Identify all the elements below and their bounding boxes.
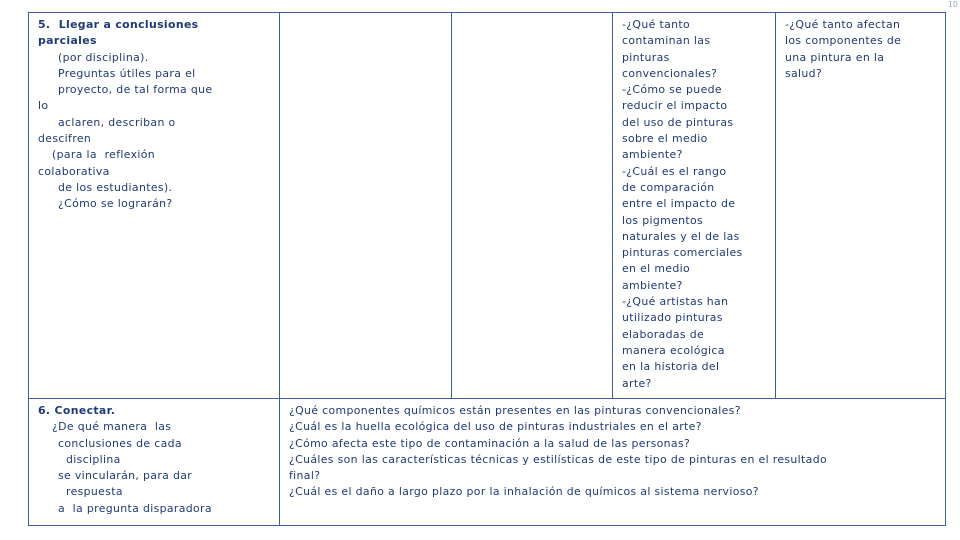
step-5-text-line: aclaren, describan o [58,115,176,129]
connect-question-line: ¿Cuáles son las características técnicas y estilísticas de este tipo de pinturas en el resultado [289,452,827,466]
connect-question-line: final? [289,469,321,483]
question-line: ambiente? [622,278,683,292]
connect-question-line: ¿Cuál es el daño a largo plazo por la inhalación de químicos al sistema nervioso? [289,485,759,499]
step-6-text-line: conclusiones de cada [58,436,182,450]
question-line: los pigmentos [622,213,704,227]
cell-connect-questions [280,399,946,526]
cell-discipline-questions [613,13,776,399]
question-line: utilizado pinturas [622,311,723,325]
step-6-text-line: a la pregunta disparadora [58,501,212,515]
empty-cell [280,13,452,399]
question-line: salud? [785,66,823,80]
question-line: convencionales? [622,66,718,80]
question-line: reducir el impacto [622,99,728,113]
page-number: 10 [947,0,958,9]
step-6-text-line: se vincularán, para dar [58,469,193,483]
connect-question-line: ¿Qué componentes químicos están presentes en las pinturas convencionales? [289,404,741,417]
step-5-heading-line-1: 5. Llegar a conclusiones [38,18,199,31]
connect-question-line: ¿Cuál es la huella ecológica del uso de pinturas industriales en el arte? [289,420,702,434]
step-6-heading: 6. Conectar. [38,404,116,417]
step-5-text-line: colaborativa [38,164,110,178]
question-line: -¿Cómo se puede [622,83,722,97]
question-line: contaminan las [622,34,711,48]
question-line: sobre el medio [622,132,708,146]
step-5-text-line: Preguntas útiles para el [58,66,196,80]
step-6-text-line: ¿De qué manera las [52,420,172,434]
step-5-text-line: (para la reflexión [52,148,156,162]
question-line: una pintura en la [785,50,885,64]
step-5-text-line: lo [38,99,49,113]
question-line: los componentes de [785,34,902,48]
question-line: pinturas [622,50,670,64]
question-line: -¿Qué tanto afectan [785,18,901,31]
step-5-text-line: ¿Cómo se lograrán? [58,197,173,211]
planning-table [28,12,946,526]
cell-health-question [776,13,946,399]
table-row-conclusiones [29,13,946,399]
question-line: -¿Cuál es el rango [622,164,727,178]
question-line: de comparación [622,180,715,194]
step-6-text-line: respuesta [66,485,123,499]
step-5-text-line: de los estudiantes). [58,180,173,194]
question-line: naturales y el de las [622,229,740,243]
cell-step-5 [29,13,280,399]
step-6-text-line: disciplina [66,452,121,466]
step-5-text-line: (por disciplina). [58,50,149,64]
empty-cell [452,13,613,399]
cell-step-6 [29,399,280,526]
question-line: -¿Qué artistas han [622,295,729,309]
question-line: entre el impacto de [622,197,736,211]
table-row-conectar [29,399,946,526]
question-line: manera ecológica [622,343,725,357]
step-5-text-line: proyecto, de tal forma que [58,83,213,97]
question-line: ambiente? [622,148,683,162]
question-line: del uso de pinturas [622,115,734,129]
question-line: arte? [622,376,652,390]
step-5-text-line: descifren [38,132,92,146]
step-5-heading-line-2: parciales [38,34,97,48]
question-line: en la historia del [622,360,720,374]
question-line: pinturas comerciales [622,246,743,260]
question-line: en el medio [622,262,691,276]
question-line: -¿Qué tanto [622,18,690,31]
question-line: elaboradas de [622,327,705,341]
connect-question-line: ¿Cómo afecta este tipo de contaminación a la salud de las personas? [289,436,691,450]
